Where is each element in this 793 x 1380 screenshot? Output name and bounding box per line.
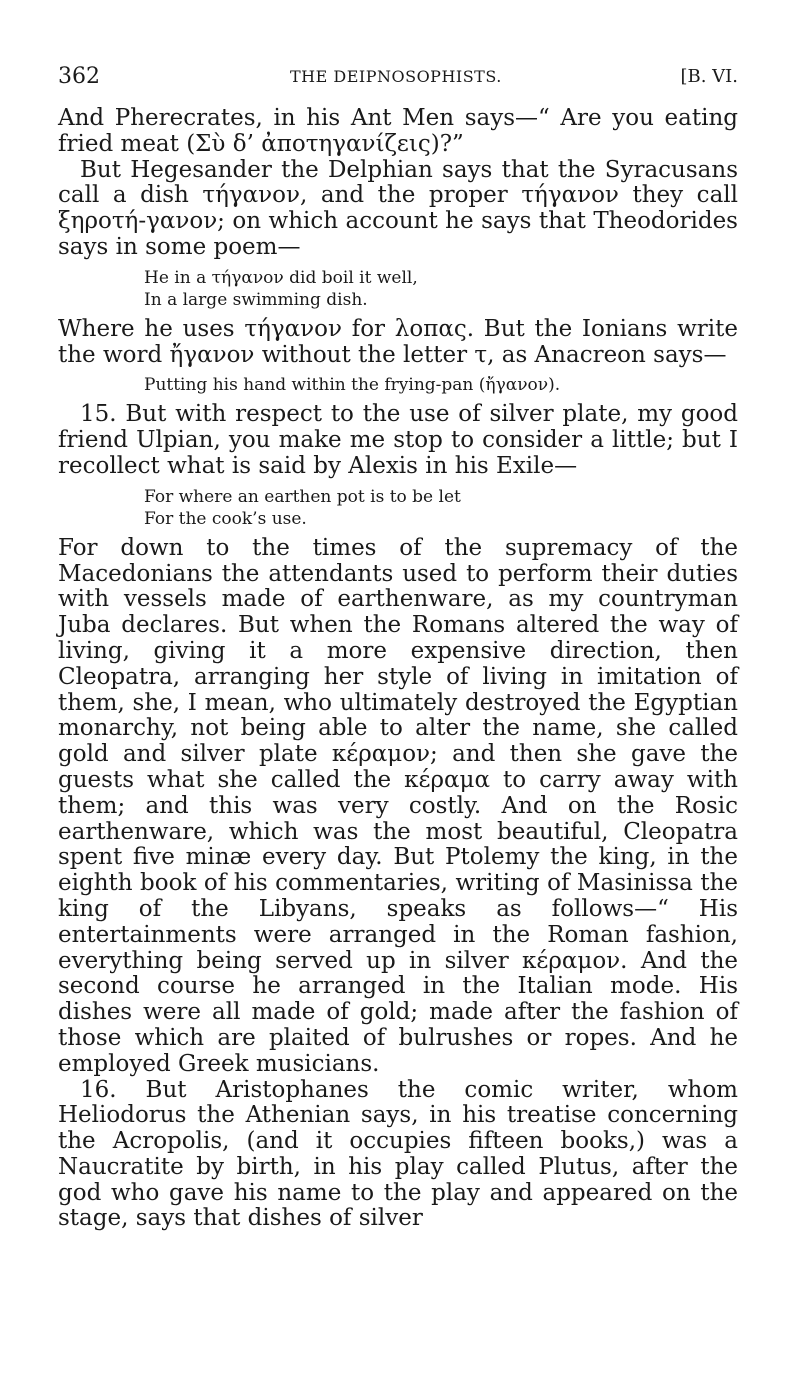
verse-line: In a large swimming dish. xyxy=(144,289,368,310)
paragraph-section-16: 16. But Aristophanes the comic writer, whom Heliodorus the Athenian says, in his treatise concerning the Acropolis, (and it occupies fifteen books,) was a Naucratite by birth, in his play called Plutus, after the god who gave his name to the play and appeared on the stage, says that dishes of silver xyxy=(58,1076,738,1232)
book-reference: [B. VI. xyxy=(680,66,738,87)
paragraph-ionians: Where he uses τήγανον for λοπας. But the Ionians write the word ἤγανον without the letter τ, as Anacreon says— xyxy=(58,315,738,368)
paragraph-section-15: 15. But with respect to the use of silver plate, my good friend Ulpian, you make me stop to consider a little; but I recollect what is said by Alexis in his Exile— xyxy=(58,401,738,479)
verse-line: Putting his hand within the frying-pan (ἤγανον). xyxy=(144,375,561,396)
verse-line: He in a τήγανον did boil it well, xyxy=(144,267,418,288)
body-text xyxy=(58,106,738,1232)
verse-line: For the cook’s use. xyxy=(144,508,307,529)
verse-line: For where an earthen pot is to be let xyxy=(144,486,461,507)
running-title: THE DEIPNOSOPHISTS. xyxy=(290,67,502,86)
paragraph-hegesander: But Hegesander the Delphian says that the Syracusans call a dish τήγανον, and the proper τήγανον they call ξηροτή-γανον; on which account he says that Theodorides says in some poem— xyxy=(58,156,738,260)
paragraph-pherecrates: And Pherecrates, in his Ant Men says—“ Are you eating fried meat (Σὺ δ’ ἀποτηγανίζεις)?” xyxy=(58,105,738,157)
page-number: 362 xyxy=(58,64,100,89)
verse-quote-alexis xyxy=(144,486,738,530)
verse-quote-anacreon xyxy=(144,374,738,396)
page-header xyxy=(58,60,738,94)
verse-quote-theodorides xyxy=(144,267,738,311)
paragraph-macedonians: For down to the times of the supremacy of the Macedonians the attendants used to perform their duties with vessels made of earthenware, as my countryman Juba declares. But when the Romans altered the way of living, giving it a more expensive direction, then Cleopatra, arranging her style of living in imitation of them, she, I mean, who ultimately destroyed the Egyptian monarchy, not being able to alter the name, she called gold and silver plate κέραμον; and then she gave the guests what she called the κέραμα to carry away with them; and this was very costly. And on the Rosic earthenware, which was the most beautiful, Cleopatra spent five minæ every day. But Ptolemy the king, in the eighth book of his commentaries, writing of Masinissa the king of the Libyans, speaks as follows—“ His entertainments were arranged in the Roman fashion, everything being served up in silver κέραμον. And the second course he arranged in the Italian mode. His dishes were all made of gold; made after the fashion of those which are plaited of bulrushes or ropes. And he employed Greek musicians. xyxy=(58,534,738,1077)
